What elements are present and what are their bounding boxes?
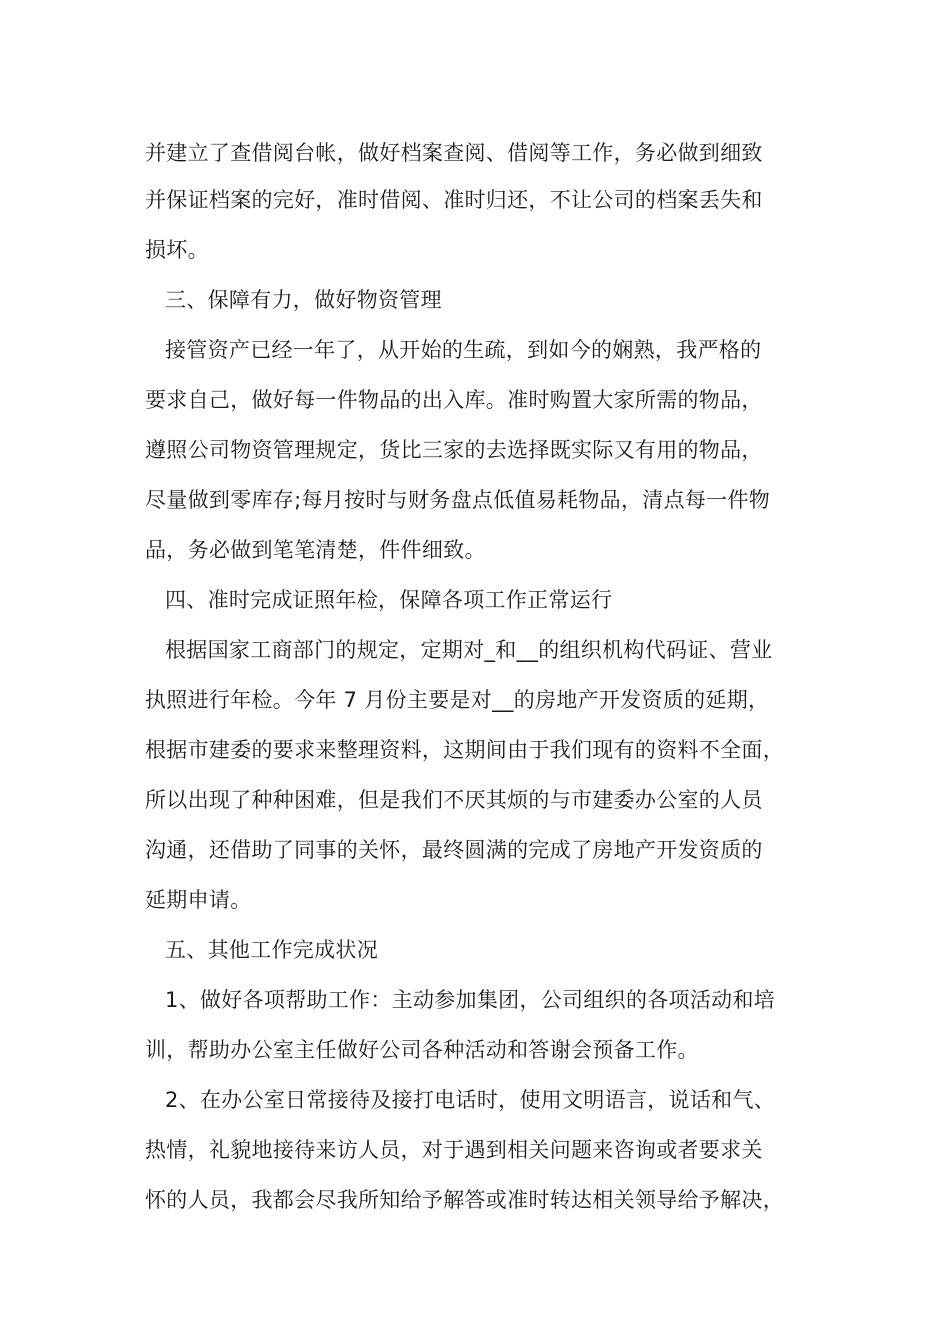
paragraph-line: 怀的人员，我都会尽我所知给予解答或准时转达相关领导给予解决， <box>145 1188 784 1212</box>
paragraph-line: 执照进行年检。今年 7 月份主要是对__的房地产开发资质的延期， <box>145 688 770 712</box>
paragraph-line: 训，帮助办公室主任做好公司各种活动和答谢会预备工作。 <box>145 1038 699 1062</box>
paragraph-line: 1、做好各项帮助工作：主动参加集团，公司组织的各项活动和培 <box>165 988 776 1012</box>
paragraph-line: 根据国家工商部门的规定，定期对_和__的组织机构代码证、营业 <box>165 638 773 662</box>
paragraph-line: 所以出现了种种困难，但是我们不厌其烦的与市建委办公室的人员 <box>145 788 763 812</box>
paragraph-line: 遵照公司物资管理规定，货比三家的去选择既实际又有用的物品， <box>145 438 763 462</box>
paragraph-line: 品，务必做到笔笔清楚，件件细致。 <box>145 538 486 562</box>
paragraph-line: 延期申请。 <box>145 888 252 912</box>
paragraph-line: 要求自己，做好每一件物品的出入库。准时购置大家所需的物品， <box>145 388 763 412</box>
paragraph-line: 并建立了查借阅台帐，做好档案查阅、借阅等工作，务必做到细致 <box>145 141 763 165</box>
section-heading: 三、保障有力，做好物资管理 <box>165 288 442 312</box>
paragraph-line: 沟通，还借助了同事的关怀，最终圆满的完成了房地产开发资质的 <box>145 838 763 862</box>
paragraph-line: 并保证档案的完好，准时借阅、准时归还，不让公司的档案丢失和 <box>145 188 763 212</box>
paragraph-line: 尽量做到零库存;每月按时与财务盘点低值易耗物品，清点每一件物 <box>145 488 771 512</box>
paragraph-line: 热情，礼貌地接待来访人员，对于遇到相关问题来咨询或者要求关 <box>145 1138 763 1162</box>
paragraph-line: 接管资产已经一年了，从开始的生疏，到如今的娴熟，我严格的 <box>165 338 762 362</box>
paragraph-line: 2、在办公室日常接待及接打电话时，使用文明语言，说话和气、 <box>165 1088 776 1112</box>
section-heading: 四、准时完成证照年检，保障各项工作正常运行 <box>165 588 613 612</box>
paragraph-line: 根据市建委的要求来整理资料，这期间由于我们现有的资料不全面， <box>145 738 784 762</box>
section-heading: 五、其他工作完成状况 <box>165 938 378 962</box>
paragraph-line: 损坏。 <box>145 238 209 262</box>
